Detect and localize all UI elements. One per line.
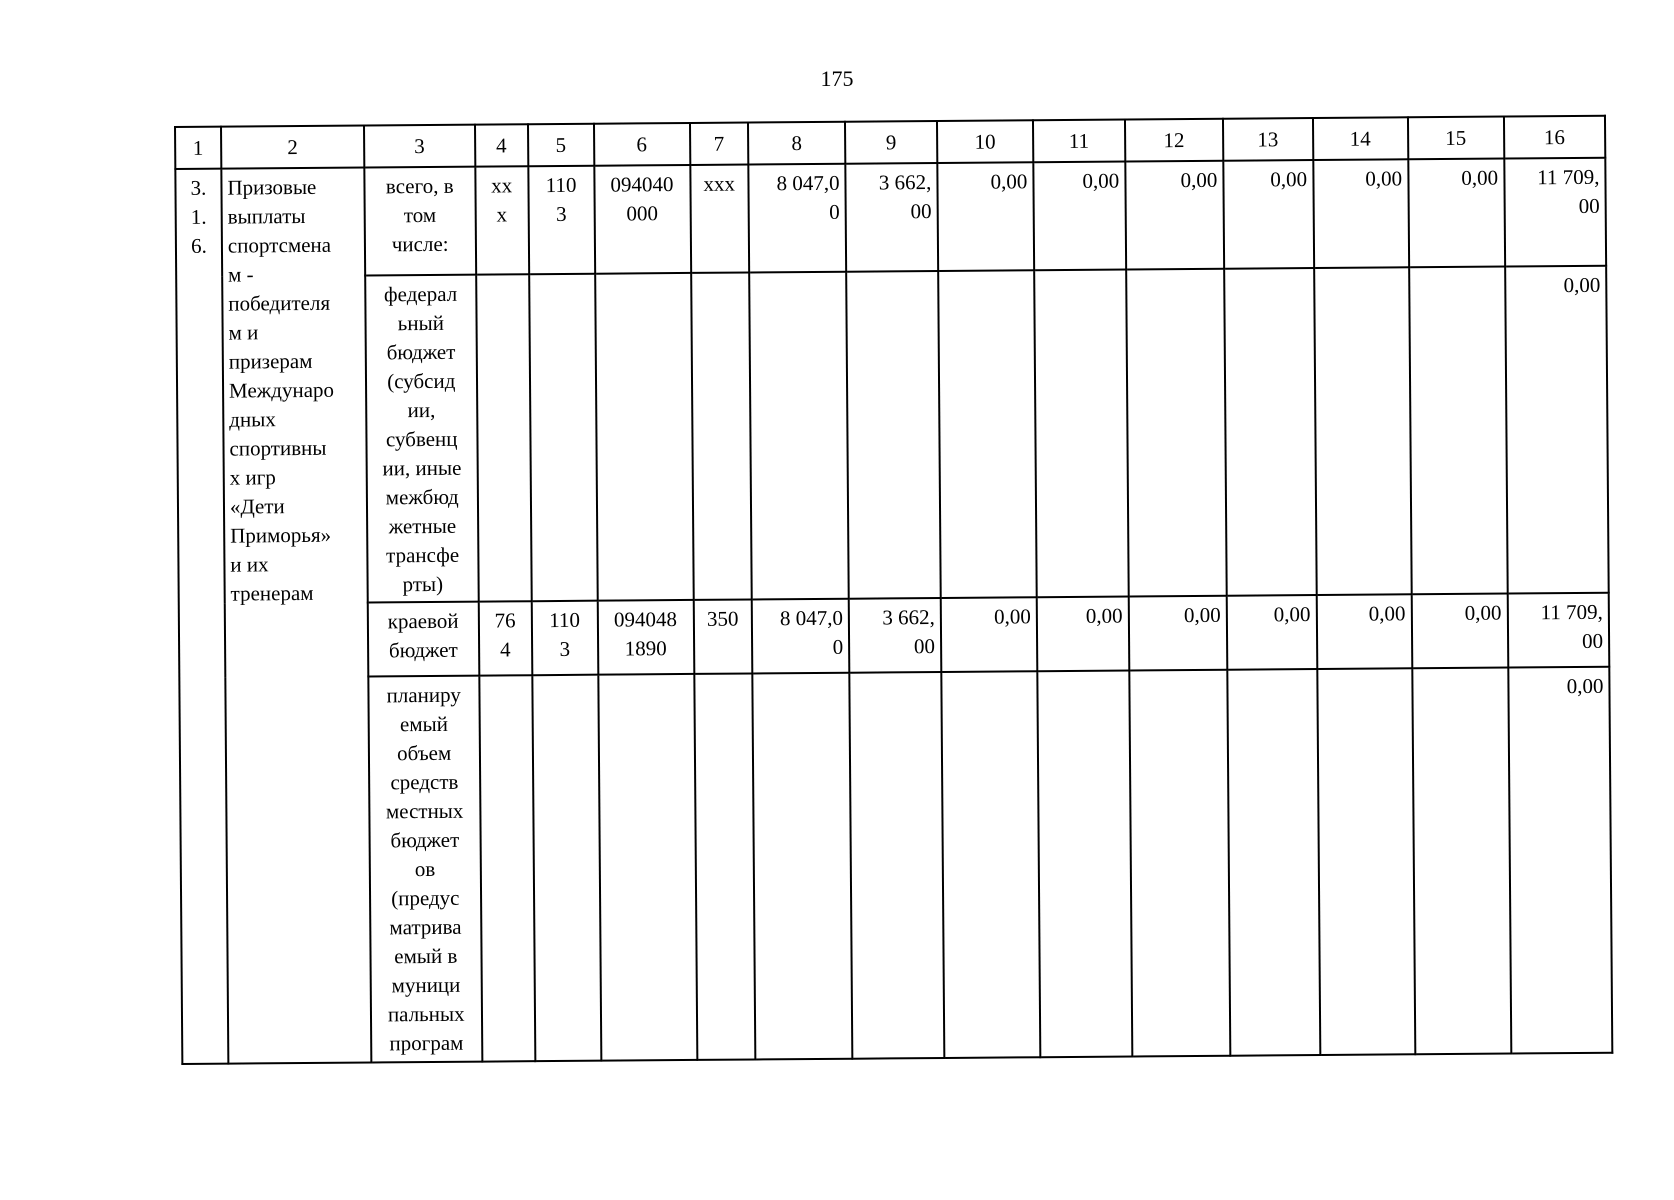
funding-source-cell: краевой бюджет — [368, 602, 479, 677]
column-number-header: 6 — [594, 123, 690, 166]
column-number-header: 10 — [937, 120, 1033, 163]
table-row-regional — [179, 593, 1610, 678]
table-cell: 0,00 — [1408, 159, 1505, 268]
column-number-header: 4 — [475, 124, 529, 166]
table-cell: 0,00 — [941, 597, 1038, 672]
column-number-header: 2 — [221, 126, 364, 169]
column-number-header: 5 — [528, 124, 594, 167]
table-cell — [938, 270, 1037, 598]
table-cell: 11 709, 00 — [1504, 158, 1606, 267]
table-cell: 0,00 — [1037, 597, 1129, 672]
table-cell: 0,00 — [1223, 160, 1314, 269]
column-number-header: 15 — [1408, 117, 1504, 160]
table-cell — [529, 274, 597, 602]
table-cell — [598, 674, 697, 1061]
table-cell: 0,00 — [1313, 159, 1409, 268]
table-cell: ххх — [690, 164, 749, 272]
table-cell: 76 4 — [478, 601, 532, 675]
table-cell — [1317, 668, 1415, 1055]
column-number-header: 16 — [1504, 116, 1606, 159]
table-cell — [1314, 267, 1412, 595]
table-cell — [691, 272, 752, 599]
table-row-federal — [176, 266, 1609, 604]
table-row-local — [179, 667, 1612, 1064]
table-cell — [1126, 269, 1227, 597]
table-cell: 0,00 — [1227, 595, 1317, 670]
column-number-header: 9 — [845, 121, 937, 164]
table-cell: 0,00 — [1508, 667, 1612, 1054]
table-cell — [846, 271, 940, 599]
table-cell: 094048 1890 — [597, 600, 694, 675]
table-cell — [752, 673, 852, 1060]
column-number-header: 1 — [175, 127, 221, 169]
column-number-header: 8 — [748, 122, 845, 165]
table-cell: 3 662, 00 — [845, 163, 938, 272]
table-cell — [1409, 267, 1508, 595]
table-cell — [1129, 670, 1230, 1057]
table-row-total — [175, 158, 1606, 277]
item-name-cell: Призовые выплаты спортсмена м - победителя м и призерам Междунаро дных спортивны х игр «Дети Приморья» и их тренерам — [221, 168, 371, 1064]
table-cell — [749, 272, 849, 600]
table-cell — [941, 671, 1040, 1058]
column-number-header: 12 — [1125, 119, 1223, 162]
table-cell — [532, 675, 601, 1062]
table-cell: 0,00 — [1316, 594, 1412, 669]
table-cell — [694, 673, 755, 1059]
table-cell: 0,00 — [1505, 266, 1609, 594]
table-cell — [849, 672, 944, 1059]
column-number-header: 13 — [1223, 118, 1313, 161]
table-cell: 094040 000 — [594, 165, 691, 274]
table-cell: 350 — [693, 599, 752, 673]
funding-source-cell: всего, в том числе: — [364, 167, 475, 276]
budget-table-sheet — [174, 115, 1613, 1065]
table-cell: 110 3 — [532, 601, 598, 676]
table-cell: 0,00 — [1033, 162, 1126, 271]
table-cell — [479, 675, 535, 1061]
table-cell: 11 709, 00 — [1507, 593, 1609, 668]
funding-source-cell: федерал ьный бюджет (субсид ии, субвенц ии, иные межбюд жетные трансфе рты) — [365, 275, 478, 603]
page-number: 175 — [820, 66, 854, 91]
table-cell — [476, 274, 532, 601]
table-cell: 8 047,0 0 — [748, 164, 846, 273]
table-cell: 8 047,0 0 — [752, 599, 850, 674]
budget-table — [174, 115, 1613, 1065]
table-cell — [595, 273, 694, 601]
table-cell — [1224, 268, 1316, 596]
table-cell: хх х — [475, 166, 529, 274]
table-cell: 0,00 — [1411, 594, 1508, 669]
table-cell: 3 662, 00 — [849, 598, 941, 673]
column-number-header: 7 — [690, 122, 749, 164]
funding-source-cell: планиру емый объем средств местных бюджет ов (предус матрива емый в муници пальных програм — [368, 676, 482, 1063]
table-cell: 0,00 — [1128, 596, 1227, 671]
table-cell: 0,00 — [1125, 161, 1224, 270]
table-cell: 0,00 — [937, 162, 1034, 271]
item-number-cell: 3. 1. 6. — [175, 169, 228, 1064]
table-cell: 110 3 — [528, 166, 595, 275]
column-number-header: 14 — [1313, 117, 1408, 160]
table-cell — [1227, 669, 1320, 1056]
table-cell — [1412, 668, 1511, 1055]
table-cell — [1037, 671, 1132, 1058]
column-number-header: 3 — [364, 125, 475, 168]
table-cell — [1034, 270, 1128, 598]
column-number-header: 11 — [1033, 120, 1125, 163]
